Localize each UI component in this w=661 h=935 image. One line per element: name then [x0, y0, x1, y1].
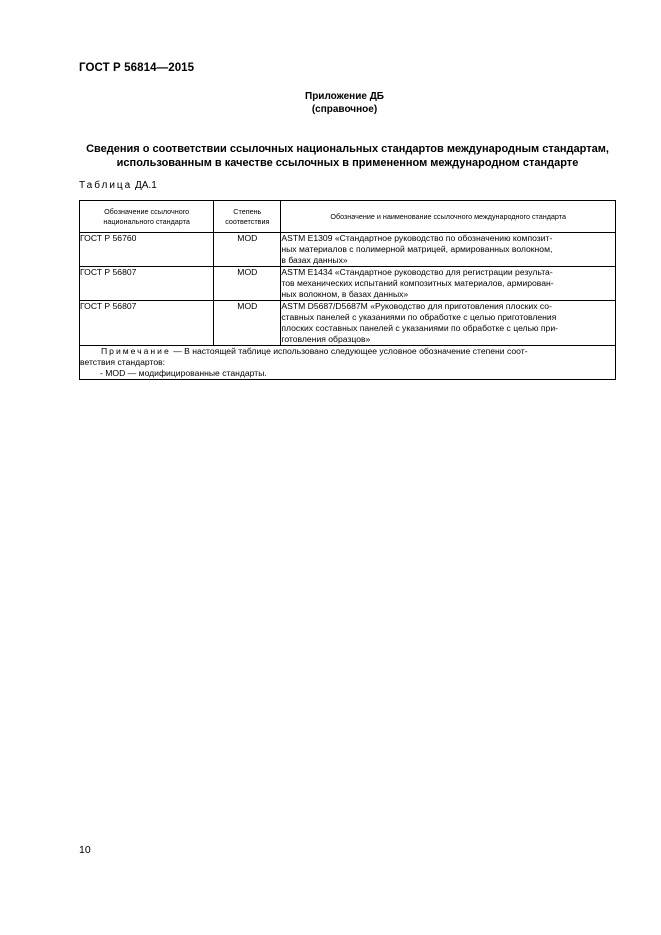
- header-col2-line2: соответствия: [225, 216, 270, 226]
- header-col2-line1: Степень: [233, 207, 262, 216]
- row-degree: MOD: [214, 233, 281, 267]
- note-line-1: [80, 346, 615, 357]
- header-national-standard: [80, 201, 214, 233]
- document-title-line-1: Сведения о соответствии ссылочных национальных стандартов международным стандартам,: [86, 143, 609, 155]
- table-label-word: Таблица: [79, 180, 133, 191]
- note-line-1-text: — В настоящей таблице использовано следующее условное обозначение степени соот-: [170, 346, 528, 356]
- note-line-3: - MOD — модифицированные стандарты.: [100, 368, 267, 378]
- note-line-2: ветствия стандартов:: [80, 357, 166, 367]
- desc-line: ных материалов с полимерной матрицей, армированных волокном,: [281, 244, 553, 254]
- row-code: ГОСТ Р 56807: [80, 301, 214, 346]
- table-label: [79, 180, 157, 191]
- table-header-row: [80, 201, 616, 233]
- header-col1-line1: Обозначение ссылочного: [104, 207, 190, 216]
- header-degree: [214, 201, 281, 233]
- desc-line: ASTM E1434 «Стандартное руководство для регистрации результа-: [281, 267, 553, 277]
- table-note-row: [80, 346, 616, 380]
- desc-line: тов механических испытаний композитных материалов, армирован-: [281, 278, 554, 288]
- table-row: [80, 301, 616, 346]
- standard-code-header: ГОСТ Р 56814—2015: [79, 62, 195, 74]
- document-title-line-2: использованным в качестве ссылочных в примененном международном стандарте: [116, 157, 579, 169]
- note-label: Примечание: [101, 346, 171, 356]
- desc-line: ASTM D5687/D5687M «Руководство для приготовления плоских со-: [281, 301, 552, 311]
- row-description: [281, 267, 616, 301]
- desc-line: в базах данных»: [281, 255, 348, 265]
- header-col1-line2: национального стандарта: [103, 216, 190, 226]
- header-international-standard: Обозначение и наименование ссылочного международного стандарта: [281, 201, 616, 233]
- document-title: [79, 142, 616, 170]
- table-row: [80, 233, 616, 267]
- row-degree: MOD: [214, 301, 281, 346]
- desc-line: ставных панелей с указаниями по обработке с целью приготовления: [281, 312, 557, 322]
- desc-line: готовления образцов»: [281, 334, 371, 344]
- table-note: [80, 346, 616, 380]
- row-code: ГОСТ Р 56807: [80, 267, 214, 301]
- desc-line: ASTM E1309 «Стандартное руководство по обозначению композит-: [281, 233, 553, 243]
- row-degree: MOD: [214, 267, 281, 301]
- desc-line: плоских составных панелей с указаниями по обработке с целью при-: [281, 323, 558, 333]
- page-number: 10: [79, 844, 91, 856]
- desc-line: ных волокном, в базах данных»: [281, 289, 409, 299]
- reference-standards-table: [79, 200, 616, 380]
- table-label-number: ДА.1: [135, 180, 157, 191]
- table-row: [80, 267, 616, 301]
- row-description: [281, 301, 616, 346]
- row-code: ГОСТ Р 56760: [80, 233, 214, 267]
- row-description: [281, 233, 616, 267]
- appendix-title: Приложение ДБ: [305, 91, 384, 102]
- appendix-subtitle: (справочное): [311, 104, 378, 115]
